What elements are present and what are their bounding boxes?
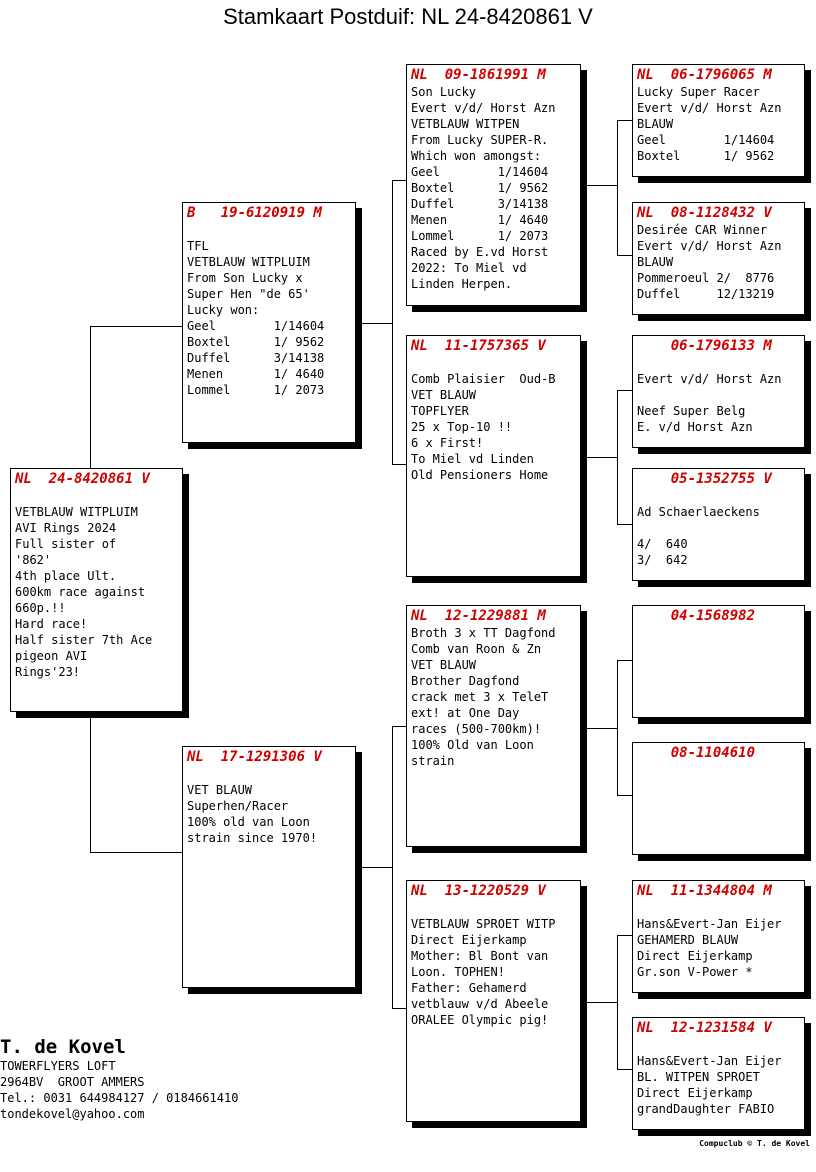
- pedigree-card-ss-sire: [632, 64, 805, 177]
- connector-line: [362, 867, 392, 868]
- card-line: Geel 1/14604: [637, 133, 775, 147]
- card-line: Lommel 1/ 2073: [187, 383, 325, 397]
- card-line: 100% old van Loon: [187, 815, 310, 829]
- connector-line: [587, 1002, 617, 1003]
- card-line: Desirée CAR Winner: [637, 223, 768, 237]
- connector-line: [90, 326, 91, 468]
- connector-line: [587, 728, 617, 729]
- connector-line: [617, 390, 632, 391]
- card-line: Half sister 7th Ace: [15, 633, 153, 647]
- card-line: 25 x Top-10 !!: [411, 420, 513, 434]
- pedigree-card-ds-dam: [632, 742, 805, 855]
- connector-line: [392, 180, 393, 464]
- pedigree-card-sire: [182, 202, 356, 443]
- ring-number: NL 11-1344804 M: [637, 883, 772, 899]
- connector-line: [617, 660, 632, 661]
- card-line: Full sister of: [15, 537, 117, 551]
- connector-line: [617, 795, 632, 796]
- card-line: Geel 1/14604: [411, 165, 549, 179]
- card-line: 4th place Ult.: [15, 569, 117, 583]
- card-line: To Miel vd Linden: [411, 452, 534, 466]
- ring-number: NL 13-1220529 V: [411, 883, 546, 899]
- card-line: races (500-700km)!: [411, 722, 542, 736]
- connector-line: [617, 390, 618, 524]
- card-line: Direct Eijerkamp: [637, 949, 753, 963]
- card-line: Evert v/d/ Horst Azn: [411, 101, 556, 115]
- card-line: Linden Herpen.: [411, 277, 513, 291]
- pedigree-card-subject: [10, 468, 183, 712]
- card-line: [637, 900, 800, 916]
- card-line: Geel 1/14604: [187, 319, 325, 333]
- card-line: BLAUW: [637, 117, 674, 131]
- ring-number: B 19-6120919 M: [187, 205, 322, 221]
- pedigree-card-dd-dam: [632, 1017, 805, 1130]
- pedigree-card-dam-sire: [406, 605, 581, 847]
- card-line: VETBLAUW WITPLUIM: [187, 255, 310, 269]
- connector-line: [617, 120, 618, 255]
- card-line: From Lucky SUPER-R.: [411, 133, 549, 147]
- connector-line: [617, 660, 618, 795]
- card-line: Hans&Evert-Jan Eijer: [637, 1054, 782, 1068]
- connector-line: [587, 457, 617, 458]
- owner-address: 2964BV GROOT AMMERS: [0, 1075, 145, 1089]
- card-line: Ad Schaerlaeckens: [637, 505, 760, 519]
- card-line: strain: [411, 754, 455, 768]
- pedigree-card-sire-dam: [406, 335, 581, 577]
- card-line: Comb van Roon & Zn: [411, 642, 542, 656]
- card-line: Broth 3 x TT Dagfond: [411, 626, 556, 640]
- card-line: E. v/d Horst Azn: [637, 420, 753, 434]
- card-line: Direct Eijerkamp: [411, 933, 527, 947]
- card-line: [187, 766, 351, 782]
- card-line: VETBLAUW SPROET WITP: [411, 917, 556, 931]
- card-line: BL. WITPEN SPROET: [637, 1070, 760, 1084]
- card-line: 100% Old van Loon: [411, 738, 534, 752]
- card-line: Duffel 3/14138: [411, 197, 549, 211]
- owner-email: tondekovel@yahoo.com: [0, 1107, 145, 1121]
- card-line: Lucky won:: [187, 303, 260, 317]
- card-line: 6 x First!: [411, 436, 484, 450]
- card-line: Hans&Evert-Jan Eijer: [637, 917, 782, 931]
- ring-number: NL 06-1796065 M: [637, 67, 772, 83]
- page-title: Stamkaart Postduif: NL 24-8420861 V: [223, 4, 593, 29]
- card-line: VET BLAUW: [187, 783, 253, 797]
- ring-number: NL 24-8420861 V: [15, 471, 150, 487]
- card-line: [411, 900, 576, 916]
- card-line: Evert v/d/ Horst Azn: [637, 101, 782, 115]
- card-line: Super Hen "de 65': [187, 287, 310, 301]
- card-line: 3/ 642: [637, 553, 688, 567]
- card-line: crack met 3 x TeleT: [411, 690, 549, 704]
- card-line: '862': [15, 553, 52, 567]
- card-line: Evert v/d/ Horst Azn: [637, 239, 782, 253]
- card-line: VET BLAUW: [411, 658, 477, 672]
- card-line: Gr.son V-Power *: [637, 965, 753, 979]
- card-line: Superhen/Racer: [187, 799, 289, 813]
- owner-loft: TOWERFLYERS LOFT: [0, 1059, 116, 1073]
- connector-line: [90, 852, 182, 853]
- connector-line: [90, 326, 182, 327]
- card-line: VET BLAUW: [411, 388, 477, 402]
- ring-number: 06-1796133 M: [637, 338, 772, 354]
- card-line: pigeon AVI: [15, 649, 88, 663]
- card-line: [637, 387, 800, 403]
- ring-number: NL 11-1757365 V: [411, 338, 546, 354]
- card-line: Duffel 3/14138: [187, 351, 325, 365]
- card-line: Father: Gehamerd: [411, 981, 527, 995]
- connector-line: [617, 1069, 632, 1070]
- card-line: Mother: Bl Bont van: [411, 949, 549, 963]
- card-line: vetblauw v/d Abeele: [411, 997, 549, 1011]
- card-line: [637, 488, 800, 504]
- card-line: Comb Plaisier Oud-B: [411, 372, 556, 386]
- connector-line: [617, 935, 618, 1069]
- card-line: Loon. TOPHEN!: [411, 965, 505, 979]
- card-line: Duffel 12/13219: [637, 287, 775, 301]
- card-line: Brother Dagfond: [411, 674, 520, 688]
- card-line: TFL: [187, 239, 209, 253]
- connector-line: [587, 185, 617, 186]
- card-line: [411, 355, 576, 371]
- card-line: Rings'23!: [15, 665, 81, 679]
- footer-credit: Compuclub © T. de Kovel: [699, 1139, 810, 1148]
- card-line: Menen 1/ 4640: [411, 213, 549, 227]
- card-line: Boxtel 1/ 9562: [187, 335, 325, 349]
- ring-number: NL 12-1229881 M: [411, 608, 546, 624]
- card-line: Lommel 1/ 2073: [411, 229, 549, 243]
- card-line: grandDaughter FABIO: [637, 1102, 775, 1116]
- connector-line: [617, 935, 632, 936]
- connector-line: [392, 726, 393, 1008]
- card-line: ext! at One Day: [411, 706, 520, 720]
- pedigree-card-ss-dam: [632, 202, 805, 315]
- card-line: Old Pensioners Home: [411, 468, 549, 482]
- card-line: Which won amongst:: [411, 149, 542, 163]
- connector-line: [90, 718, 91, 852]
- card-line: 600km race against: [15, 585, 146, 599]
- card-line: Son Lucky: [411, 85, 477, 99]
- ring-number: NL 08-1128432 V: [637, 205, 772, 221]
- pedigree-card-ds-sire: [632, 605, 805, 718]
- pedigree-card-dam: [182, 746, 356, 988]
- owner-phone: Tel.: 0031 644984127 / 0184661410: [0, 1091, 239, 1105]
- card-line: [15, 488, 178, 504]
- pedigree-card-dam-dam: [406, 880, 581, 1122]
- card-line: Raced by E.vd Horst: [411, 245, 549, 259]
- card-line: ORALEE Olympic pig!: [411, 1013, 549, 1027]
- owner-info: [0, 1036, 238, 1122]
- card-line: [187, 222, 351, 238]
- card-line: 660p.!!: [15, 601, 66, 615]
- card-line: Evert v/d/ Horst Azn: [637, 372, 782, 386]
- pedigree-card-dd-sire: [632, 880, 805, 993]
- card-line: BLAUW: [637, 255, 674, 269]
- card-line: [637, 520, 800, 536]
- card-line: AVI Rings 2024: [15, 521, 117, 535]
- ring-number: NL 12-1231584 V: [637, 1020, 772, 1036]
- card-line: Neef Super Belg: [637, 404, 746, 418]
- card-line: 2022: To Miel vd: [411, 261, 527, 275]
- card-line: VETBLAUW WITPEN: [411, 117, 520, 131]
- ring-number: 05-1352755 V: [637, 471, 772, 487]
- connector-line: [617, 524, 632, 525]
- connector-line: [392, 180, 406, 181]
- card-line: strain since 1970!: [187, 831, 318, 845]
- ring-number: 08-1104610: [637, 745, 756, 761]
- connector-line: [617, 120, 632, 121]
- connector-line: [362, 323, 392, 324]
- card-line: [637, 1037, 800, 1053]
- connector-line: [392, 1008, 406, 1009]
- pedigree-card-sd-dam: [632, 468, 805, 581]
- pedigree-card-sd-sire: [632, 335, 805, 448]
- card-line: VETBLAUW WITPLUIM: [15, 505, 138, 519]
- card-line: Boxtel 1/ 9562: [411, 181, 549, 195]
- owner-name: T. de Kovel: [0, 1036, 126, 1058]
- ring-number: NL 09-1861991 M: [411, 67, 546, 83]
- ring-number: 04-1568982: [637, 608, 756, 624]
- card-line: From Son Lucky x: [187, 271, 303, 285]
- card-line: Pommeroeul 2/ 8776: [637, 271, 775, 285]
- card-line: GEHAMERD BLAUW: [637, 933, 739, 947]
- connector-line: [617, 255, 632, 256]
- card-line: [637, 355, 800, 371]
- ring-number: NL 17-1291306 V: [187, 749, 322, 765]
- connector-line: [392, 464, 406, 465]
- card-line: Lucky Super Racer: [637, 85, 760, 99]
- card-line: Menen 1/ 4640: [187, 367, 325, 381]
- connector-line: [392, 726, 406, 727]
- card-line: Boxtel 1/ 9562: [637, 149, 775, 163]
- card-line: TOPFLYER: [411, 404, 469, 418]
- card-line: 4/ 640: [637, 537, 688, 551]
- card-line: Hard race!: [15, 617, 88, 631]
- card-line: Direct Eijerkamp: [637, 1086, 753, 1100]
- pedigree-card-sire-sire: [406, 64, 581, 306]
